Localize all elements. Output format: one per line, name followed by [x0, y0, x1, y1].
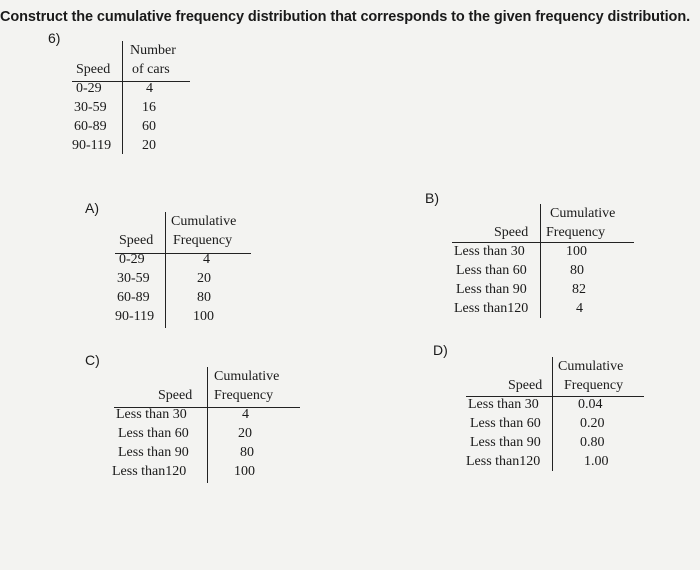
table-row: 60-89 80	[117, 290, 211, 305]
table-row: Less than120 100	[112, 464, 255, 479]
header-speed: Speed	[119, 233, 154, 248]
table-row: 90-119 100	[115, 309, 214, 324]
header-speed: Speed	[494, 225, 529, 240]
option-b-label[interactable]: B)	[425, 190, 439, 206]
table-row: 30-59 16	[74, 100, 156, 115]
option-d-table[interactable]	[462, 357, 652, 477]
option-a-table[interactable]	[115, 212, 255, 332]
table-row: 30-59 20	[117, 271, 211, 286]
header-speed: Speed	[76, 62, 111, 77]
header-speed: Speed	[158, 388, 193, 403]
option-c-table[interactable]	[112, 367, 312, 487]
option-a-label[interactable]: A)	[85, 200, 99, 216]
table-row: Less than120 1.00	[466, 454, 609, 469]
table-row: Less than 90 82	[456, 282, 586, 297]
header-freq-line1: Cumulative	[214, 369, 280, 384]
header-freq-line2: Frequency	[546, 225, 606, 240]
table-row: Less than 90 80	[118, 445, 254, 460]
table-row: Less than 60 80	[456, 263, 584, 278]
option-b-table[interactable]	[448, 204, 638, 324]
header-freq-line1: Number	[130, 43, 176, 58]
table-row: Less than 30 4	[116, 407, 249, 422]
header-freq-line1: Cumulative	[550, 206, 616, 221]
question-text: Construct the cumulative frequency distribution that corresponds to the given frequency distribution.	[0, 9, 691, 25]
table-row: 60-89 60	[74, 119, 156, 134]
header-freq-line2: Frequency	[214, 388, 274, 403]
option-d-label[interactable]: D)	[433, 342, 448, 358]
given-frequency-table	[72, 41, 192, 161]
header-speed: Speed	[508, 378, 543, 393]
table-row: Less than 30 0.04	[468, 397, 603, 412]
table-row: 0-29 4	[76, 81, 153, 96]
table-row: Less than 30 100	[454, 244, 587, 259]
header-freq-line2: Frequency	[564, 378, 624, 393]
table-row: Less than 90 0.80	[470, 435, 605, 450]
table-row: Less than 60 0.20	[470, 416, 605, 431]
header-freq-line1: Cumulative	[558, 359, 624, 374]
question-number: 6)	[48, 30, 61, 46]
table-row: 0-29 4	[119, 252, 210, 267]
table-row: Less than 60 20	[118, 426, 252, 441]
header-freq-line1: Cumulative	[171, 214, 237, 229]
table-row: 90-119 20	[72, 138, 156, 153]
table-row: Less than120 4	[454, 301, 583, 316]
option-c-label[interactable]: C)	[85, 352, 100, 368]
header-freq-line2: Frequency	[173, 233, 233, 248]
header-freq-line2: of cars	[132, 62, 170, 77]
